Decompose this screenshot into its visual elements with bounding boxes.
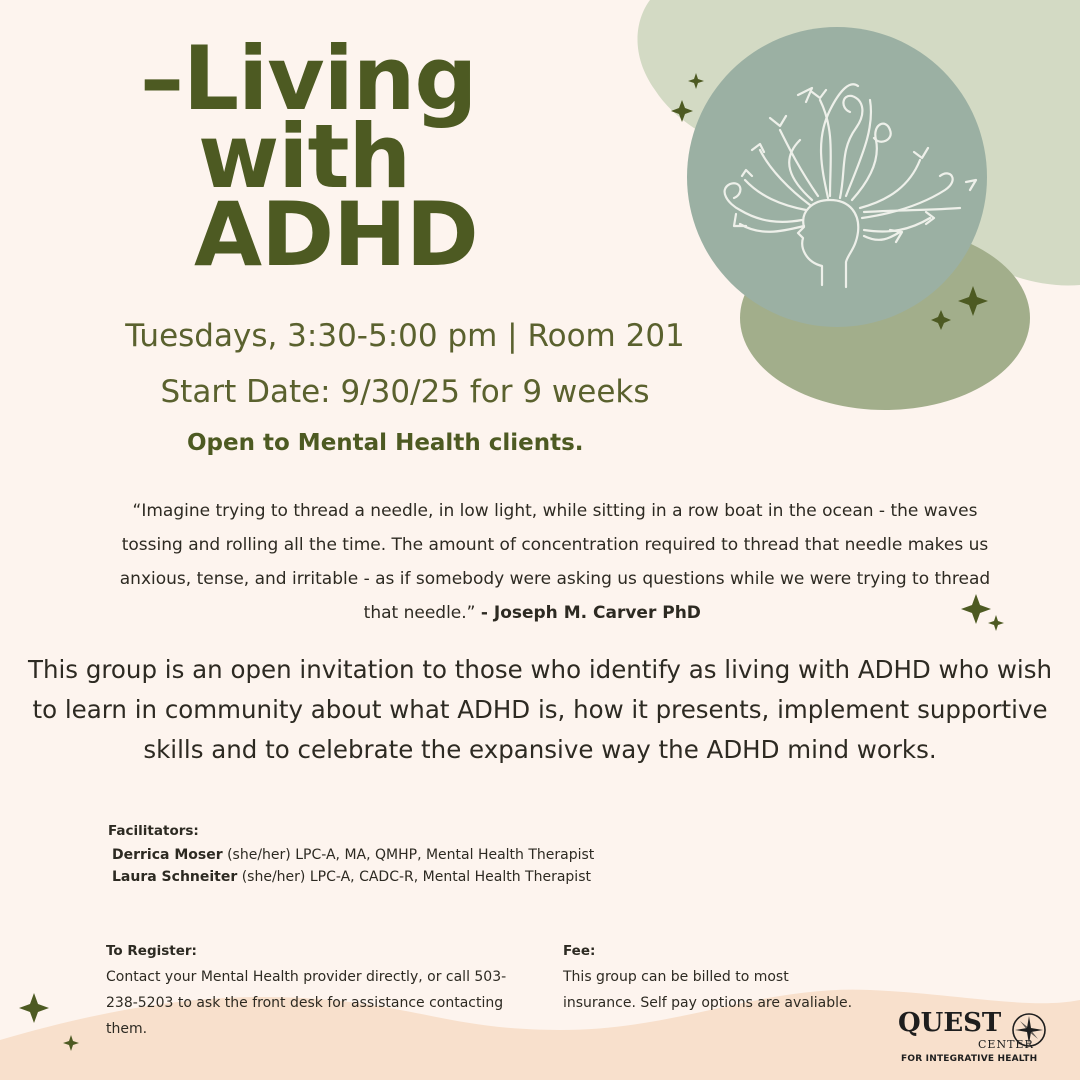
sparkle-icon — [19, 993, 49, 1023]
logo-tagline: FOR INTEGRATIVE HEALTH — [901, 1054, 1038, 1064]
title-line-1: –Living — [140, 27, 477, 130]
start-date-line: Start Date: 9/30/25 for 9 weeks — [160, 374, 650, 410]
logo-sub: CENTER — [978, 1038, 1034, 1051]
facilitators-section — [108, 820, 594, 888]
group-description: This group is an open invitation to those who identify as living with ADHD who wish to learn in community about what ADHD is, how it presents, implement supportive skills and to celebrate the expansive way the ADHD mind works. — [27, 655, 1053, 764]
schedule-line: Tuesdays, 3:30-5:00 pm | Room 201 — [125, 318, 685, 354]
register-heading: To Register: — [106, 943, 197, 959]
quote-text: “Imagine trying to thread a needle, in low light, while sitting in a row boat in the ocean - the waves tossing and rolling all the time. The amount of concentration required to thread that needle makes us anxious, tense, and irritable - as if somebody were asking us questions while we were trying to thread that needle.” — [119, 501, 991, 623]
facilitators-heading: Facilitators: — [108, 823, 199, 839]
fee-section — [563, 938, 863, 1016]
quest-center-logo — [898, 1008, 1058, 1064]
facilitator-name: Laura Schneiter — [112, 869, 238, 885]
compass-star-icon — [1011, 1012, 1047, 1048]
facilitator-row — [108, 844, 594, 866]
facilitator-details: (she/her) LPC-A, CADC-R, Mental Health Therapist — [237, 869, 591, 885]
title-line-2: with — [198, 105, 411, 208]
illustration-circle — [687, 27, 987, 327]
register-text: Contact your Mental Health provider directly, or call 503-238-5203 to ask the front desk for assistance contacting them. — [106, 969, 507, 1037]
facilitator-row — [108, 866, 594, 888]
facilitator-name: Derrica Moser — [112, 847, 223, 863]
logo-name: QUEST — [898, 1008, 1002, 1038]
quote-author: - Joseph M. Carver PhD — [480, 603, 701, 623]
title-line-3: ADHD — [194, 183, 478, 286]
fee-text: This group can be billed to most insurance. Self pay options are avaliable. — [563, 969, 853, 1011]
facilitator-details: (she/her) LPC-A, MA, QMHP, Mental Health Therapist — [222, 847, 595, 863]
fee-heading: Fee: — [563, 943, 596, 959]
register-section — [106, 938, 536, 1042]
page-title — [140, 27, 478, 286]
quote-block — [100, 494, 1010, 630]
eligibility-text: Open to Mental Health clients. — [187, 430, 584, 456]
